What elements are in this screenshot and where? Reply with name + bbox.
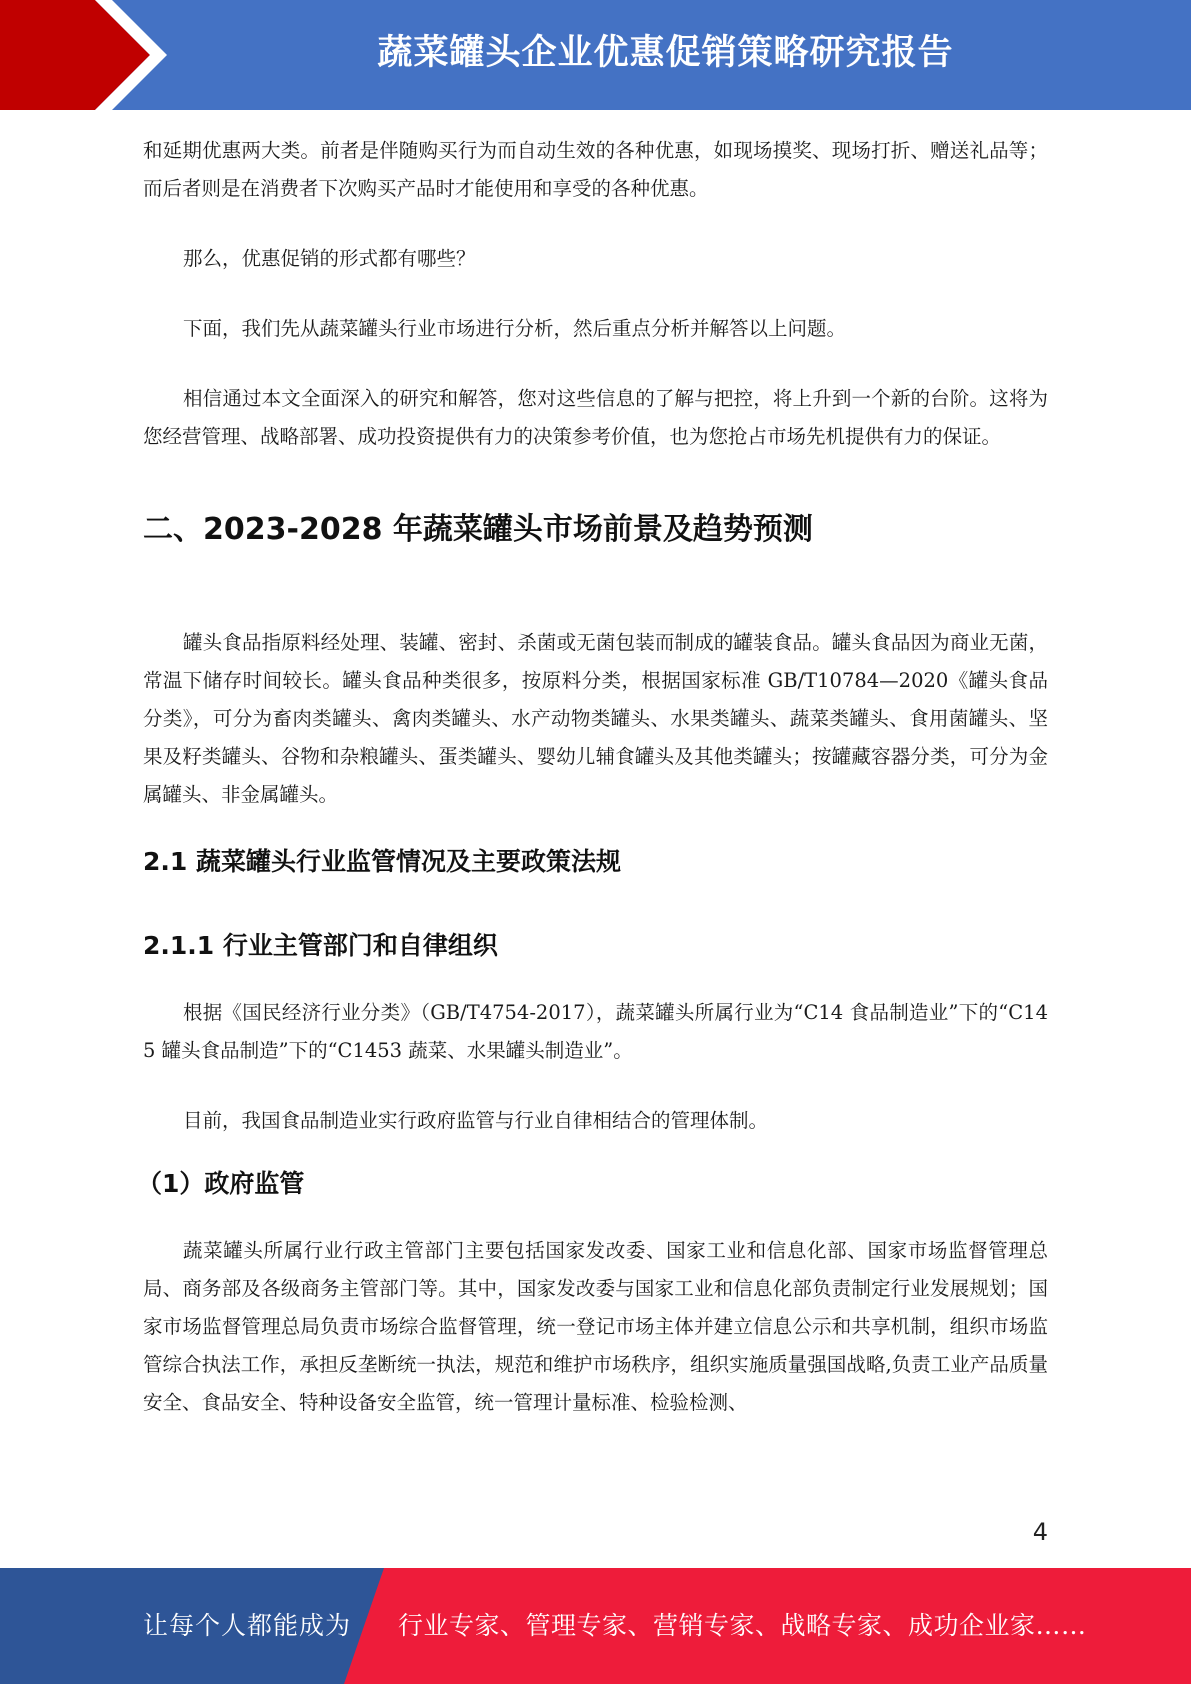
section-heading-2: 二、2023-2028 年蔬菜罐头市场前景及趋势预测 <box>143 512 813 547</box>
subsection-heading-government-supervision: （1）政府监管 <box>137 1169 305 1198</box>
paragraph-promotion-types: 和延期优惠两大类。前者是伴随购买行为而自动生效的各种优惠，如现场摸奖、现场打折、赠送礼品等；而后者则是在消费者下次购买产品时才能使用和享受的各种优惠。 <box>143 139 1048 200</box>
paragraph-value-statement: 相信通过本文全面深入的研究和解答，您对这些信息的了解与把控，将上升到一个新的台阶。这将为您经营管理、战略部署、成功投资提供有力的决策参考价值，也为您抢占市场先机提供有力的保证。 <box>143 387 1048 448</box>
paragraph-analysis-intro: 下面，我们先从蔬菜罐头行业市场进行分析，然后重点分析并解答以上问题。 <box>183 317 847 340</box>
page-number: 4 <box>1032 1518 1048 1546</box>
header-banner <box>0 0 1191 110</box>
footer-slogan-left: 让每个人都能成为 <box>143 1611 352 1640</box>
footer-banner <box>0 1568 1191 1684</box>
footer-slogan-right: 行业专家、管理专家、营销专家、战略专家、成功企业家…… <box>398 1611 1087 1640</box>
paragraph-management-system: 目前，我国食品制造业实行政府监管与行业自律相结合的管理体制。 <box>183 1109 769 1132</box>
page-content <box>137 132 1048 1422</box>
paragraph-canned-food-definition: 罐头食品指原料经处理、装罐、密封、杀菌或无菌包装而制成的罐装食品。罐头食品因为商业无菌，常温下储存时间较长。罐头食品种类很多，按原料分类，根据国家标准 GB/T10784—2020《罐头食品分类》，可分为畜肉类罐头、禽肉类罐头、水产动物类罐头、水果类罐头、蔬菜类罐头、食用菌罐头、坚果及籽类罐头、谷物和杂粮罐头、蛋类罐头、婴幼儿辅食罐头及其他类罐头；按罐藏容器分类，可分为金属罐头、非金属罐头。 <box>143 631 1048 806</box>
paragraph-industry-classification: 根据《国民经济行业分类》（GB/T4754-2017），蔬菜罐头所属行业为“C14 食品制造业”下的“C145 罐头食品制造”下的“C1453 蔬菜、水果罐头制造业”。 <box>143 1001 1048 1062</box>
subsection-heading-2-1-1: 2.1.1 行业主管部门和自律组织 <box>143 931 498 960</box>
subsection-heading-2-1: 2.1 蔬菜罐头行业监管情况及主要政策法规 <box>143 847 621 876</box>
paragraph-government-supervision: 蔬菜罐头所属行业行政主管部门主要包括国家发改委、国家工业和信息化部、国家市场监督管理总局、商务部及各级商务主管部门等。其中，国家发改委与国家工业和信息化部负责制定行业发展规划；国家市场监督管理总局负责市场综合监督管理，统一登记市场主体并建立信息公示和共享机制，组织市场监管综合执法工作，承担反垄断统一执法，规范和维护市场秩序，组织实施质量强国战略,负责工业产品质量安全、食品安全、特种设备安全监管，统一管理计量标准、检验检测、 <box>143 1239 1048 1414</box>
document-title: 蔬菜罐头企业优惠促销策略研究报告 <box>377 33 954 73</box>
paragraph-question: 那么，优惠促销的形式都有哪些？ <box>183 247 476 270</box>
